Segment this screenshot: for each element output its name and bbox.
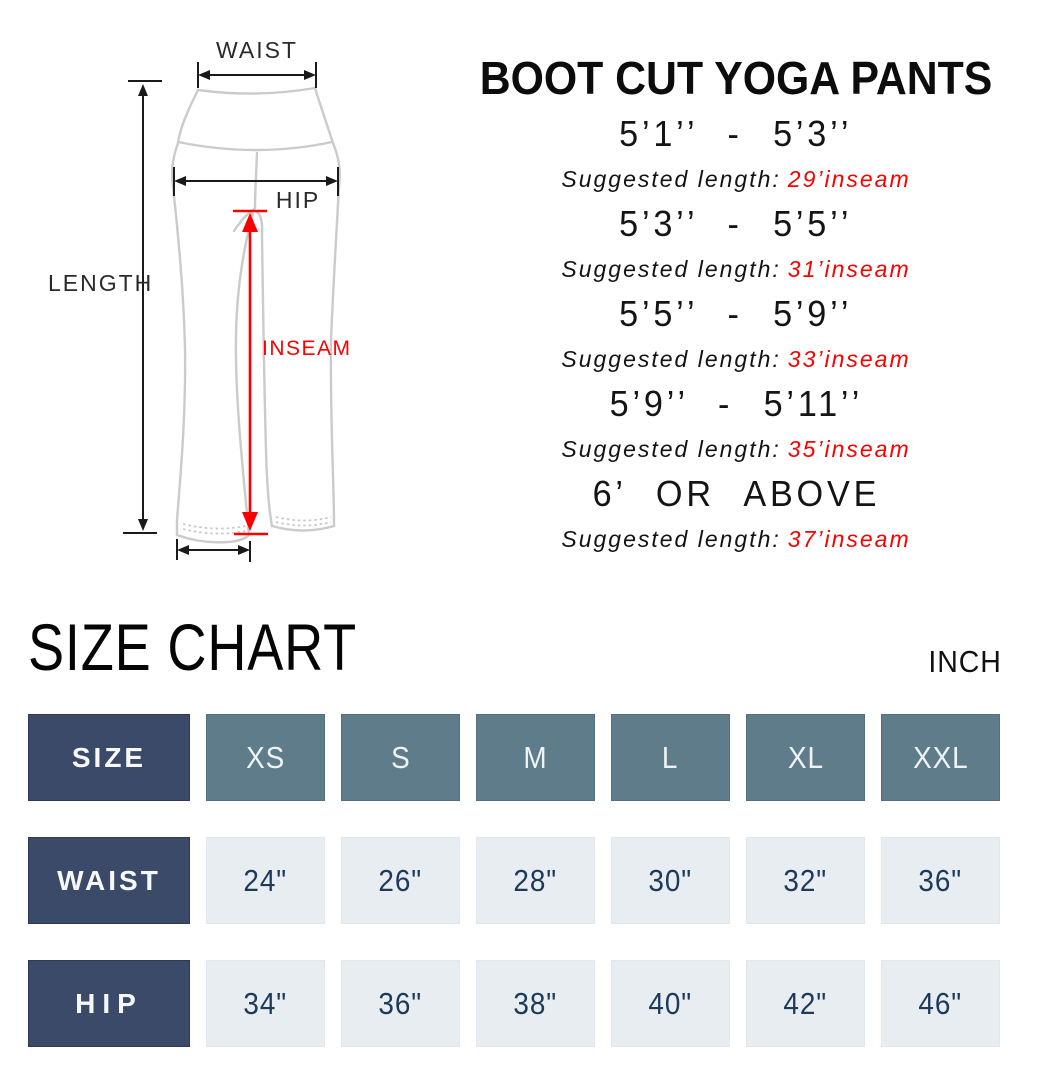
waist-value <box>341 837 460 924</box>
hip-value <box>611 960 730 1047</box>
waist-value <box>611 837 730 924</box>
size-column-header-text: XS <box>245 739 286 775</box>
waist-value-text: 30" <box>648 862 693 898</box>
suggested-length-label: Suggested length: <box>561 526 781 552</box>
suggested-length-value: 29’inseam <box>787 166 911 192</box>
suggested-length-value: 33’inseam <box>787 346 911 372</box>
suggested-length <box>430 346 1042 372</box>
waist-label: WAIST <box>216 37 298 63</box>
waist-value <box>476 837 595 924</box>
size-chart-corner-cell: SIZE <box>28 714 190 801</box>
suggested-length <box>430 256 1042 282</box>
size-column-header <box>611 714 730 801</box>
height-range-text: 5’1’’ - 5’3’’ <box>619 113 853 154</box>
inseam-label: INSEAM <box>262 337 352 360</box>
waist-value <box>746 837 865 924</box>
suggested-length-value: 35’inseam <box>787 436 911 462</box>
size-column-header <box>206 714 325 801</box>
suggested-length-value: 31’inseam <box>787 256 911 282</box>
size-column-header <box>476 714 595 801</box>
suggested-length <box>430 436 1042 462</box>
suggested-length-label: Suggested length: <box>561 436 781 462</box>
suggested-length-label: Suggested length: <box>561 346 781 372</box>
height-range <box>430 474 1042 514</box>
size-column-header <box>881 714 1000 801</box>
waist-value-text: 32" <box>783 862 828 898</box>
height-range <box>430 294 1042 334</box>
waist-value-text: 36" <box>918 862 963 898</box>
hip-value-text: 34" <box>243 985 288 1021</box>
waist-value-text: 26" <box>378 862 423 898</box>
suggested-length <box>430 166 1042 192</box>
height-guide <box>430 54 1042 552</box>
hip-value <box>746 960 865 1047</box>
size-chart-table <box>28 714 1000 1047</box>
height-range-text: 6’ OR ABOVE <box>592 473 880 514</box>
hip-value-text: 42" <box>783 985 828 1021</box>
size-column-header-text: L <box>662 739 679 775</box>
size-chart-title: SIZE CHART <box>28 610 357 684</box>
waist-value-text: 28" <box>513 862 558 898</box>
hip-value-text: 38" <box>513 985 558 1021</box>
size-column-header-text: XL <box>787 739 824 775</box>
length-label: LENGTH <box>48 270 154 296</box>
suggested-length-value: 37’inseam <box>787 526 911 552</box>
pants-diagram-svg <box>0 0 440 600</box>
waist-dimension-arrow <box>198 62 316 88</box>
suggested-length-label: Suggested length: <box>561 256 781 282</box>
waist-value-text: 24" <box>243 862 288 898</box>
size-chart-unit: INCH <box>928 644 1002 679</box>
hip-value-text: 36" <box>378 985 423 1021</box>
size-column-header <box>746 714 865 801</box>
height-range-text: 5’3’’ - 5’5’’ <box>619 203 853 244</box>
hip-value-text: 46" <box>918 985 963 1021</box>
size-column-header-text: M <box>523 739 548 775</box>
height-range <box>430 114 1042 154</box>
size-column-header-text: S <box>390 739 411 775</box>
size-column-header-text: XXL <box>912 739 969 775</box>
hip-value <box>206 960 325 1047</box>
waist-value <box>881 837 1000 924</box>
hip-value <box>881 960 1000 1047</box>
hip-value <box>476 960 595 1047</box>
pants-measurement-diagram <box>0 0 440 600</box>
hip-value <box>341 960 460 1047</box>
hip-value-text: 40" <box>648 985 693 1021</box>
hip-row-label: HIP <box>28 960 190 1047</box>
suggested-length <box>430 526 1042 552</box>
height-range-text: 5’9’’ - 5’11’’ <box>609 383 863 424</box>
hip-label: HIP <box>275 187 321 213</box>
height-range <box>430 384 1042 424</box>
pants-outline <box>172 88 340 542</box>
waist-value <box>206 837 325 924</box>
height-range <box>430 204 1042 244</box>
height-range-text: 5’5’’ - 5’9’’ <box>619 293 853 334</box>
product-title: BOOT CUT YOGA PANTS <box>479 52 993 104</box>
length-dimension-arrow <box>123 81 162 533</box>
size-column-header <box>341 714 460 801</box>
waist-row-label: WAIST <box>28 837 190 924</box>
suggested-length-label: Suggested length: <box>561 166 781 192</box>
